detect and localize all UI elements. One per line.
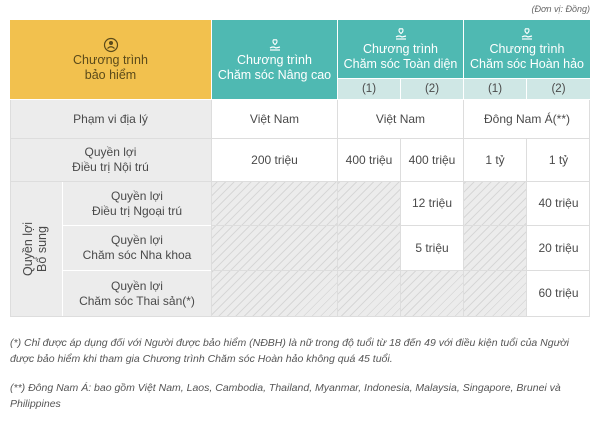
inpatient-label-line-1: Quyền lợi xyxy=(84,145,137,159)
dental-label-line-2: Chăm sóc Nha khoa xyxy=(82,248,192,262)
perfect-header-label: Chương trình xyxy=(489,42,565,56)
perfect-1-not-covered xyxy=(464,182,526,316)
perfect-header-label-2: Chăm sóc Hoàn hảo xyxy=(470,57,584,71)
outpatient-label-line-1: Quyền lợi xyxy=(111,188,163,203)
perfect-header xyxy=(464,20,590,78)
geo-perfect: Đông Nam Á(**) xyxy=(464,100,590,138)
care-hand-icon xyxy=(519,26,535,42)
geo-comprehensive: Việt Nam xyxy=(338,100,463,138)
comprehensive-sub-2: (2) xyxy=(401,79,463,99)
advanced-header xyxy=(212,20,337,99)
perfect-sub-2: (2) xyxy=(527,79,590,99)
inpatient-label-line-2: Điều trị Nội trú xyxy=(72,160,149,174)
outpatient-label-line-2: Điều trị Ngoại trú xyxy=(91,203,183,218)
plan-header-label-2: bảo hiểm xyxy=(84,67,137,82)
plan-header-label: Chương trình xyxy=(73,52,148,67)
shield-person-icon xyxy=(103,37,119,53)
dental-label-line-1: Quyền lợi xyxy=(111,233,163,247)
maternity-perfect-2: 60 triệu xyxy=(527,271,590,316)
dental-label xyxy=(63,226,211,270)
inpatient-perfect-1: 1 tỷ xyxy=(464,139,526,181)
comprehensive-header-label: Chương trình xyxy=(363,42,438,56)
unit-note: (Đơn vị: Đồng) xyxy=(531,4,590,14)
advanced-not-covered xyxy=(212,182,337,316)
outpatient-comprehensive-2: 12 triệu xyxy=(401,182,463,225)
advanced-header-label: Chương trình xyxy=(237,52,312,67)
supplement-label xyxy=(21,209,51,289)
comprehensive-header-label-2: Chăm sóc Toàn diện xyxy=(343,57,458,71)
perfect-sub-1: (1) xyxy=(464,79,526,99)
maternity-label xyxy=(63,271,211,316)
comprehensive-sub-1: (1) xyxy=(338,79,400,99)
maternity-label-line-2: Chăm sóc Thai sản(*) xyxy=(79,293,195,308)
outpatient-label xyxy=(63,182,211,225)
inpatient-perfect-2: 1 tỷ xyxy=(527,139,590,181)
footnote-southeast-asia: (**) Đông Nam Á: bao gồm Việt Nam, Laos, Cambodia, Thailand, Myanmar, Indonesia, Malaysia, Singapore, Brunei và Philippines xyxy=(10,382,561,410)
care-hand-icon xyxy=(267,37,283,53)
comprehensive-header xyxy=(338,20,463,78)
comprehensive-1-not-covered xyxy=(338,182,400,316)
supplement-label-line-2: Bổ sung xyxy=(35,226,49,272)
plan-header xyxy=(10,20,211,99)
dental-comprehensive-2: 5 triệu xyxy=(401,226,463,270)
inpatient-comprehensive-1: 400 triệu xyxy=(338,139,400,181)
supplement-label-line-1: Quyền lợi xyxy=(21,221,35,277)
outpatient-perfect-2: 40 triệu xyxy=(527,182,590,225)
care-hand-icon xyxy=(393,26,409,42)
maternity-label-line-1: Quyền lợi xyxy=(111,278,163,293)
inpatient-label xyxy=(10,139,211,181)
geo-advanced: Việt Nam xyxy=(212,100,337,138)
inpatient-advanced: 200 triệu xyxy=(212,139,337,181)
maternity-comprehensive-2-not-covered xyxy=(401,271,463,316)
geo-label: Phạm vi địa lý xyxy=(10,100,211,138)
footnote-maternity: (*) Chỉ được áp dụng đối với Người được bảo hiểm (NĐBH) là nữ trong độ tuổi từ 18 đến 49 với điều kiện tuổi của Người được bảo hiểm khi tham gia Chương trình Chăm sóc Hoàn hảo không quá 45 tuổi. xyxy=(10,337,569,365)
inpatient-comprehensive-2: 400 triệu xyxy=(401,139,463,181)
dental-perfect-2: 20 triệu xyxy=(527,226,590,270)
advanced-header-label-2: Chăm sóc Nâng cao xyxy=(217,67,332,82)
